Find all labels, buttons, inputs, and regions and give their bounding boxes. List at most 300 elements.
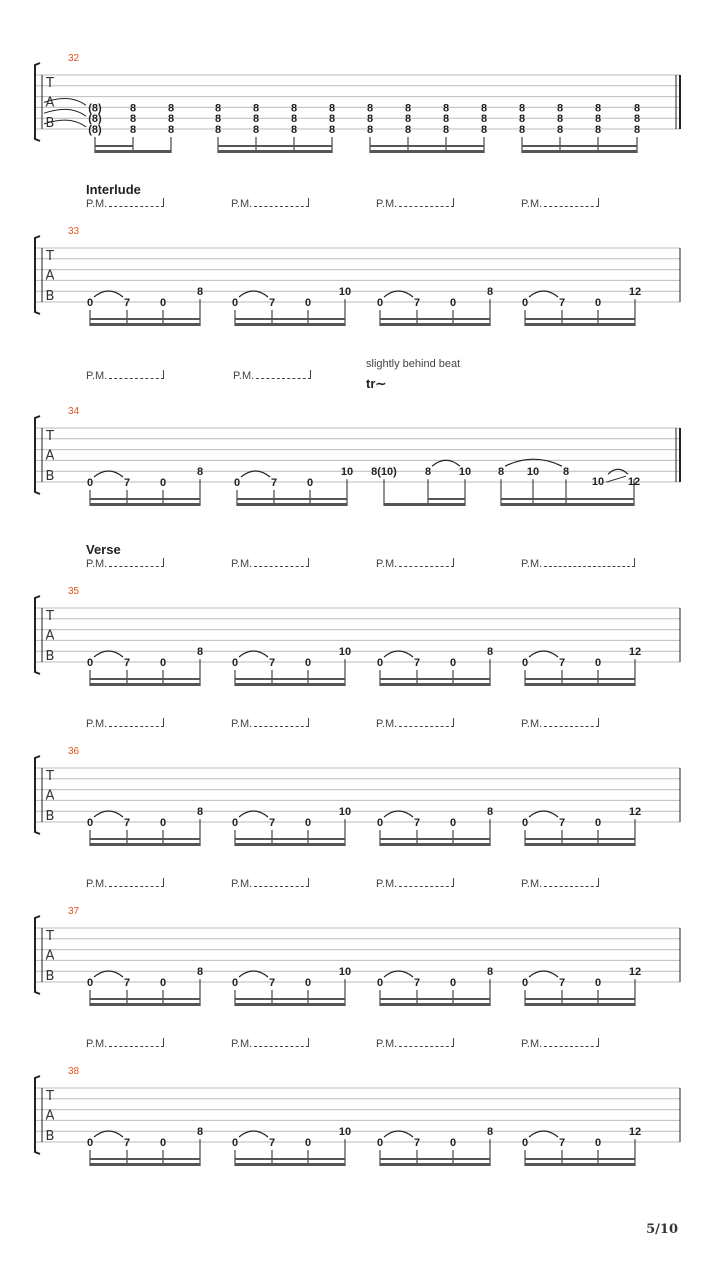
fret-number: 8 bbox=[328, 102, 336, 115]
slur bbox=[239, 971, 268, 977]
slur bbox=[608, 469, 628, 474]
fret-number: 0 bbox=[159, 297, 167, 309]
palm-mute-marking bbox=[231, 718, 309, 730]
fret-number: 7 bbox=[123, 977, 131, 989]
section-title: Interlude bbox=[86, 182, 141, 197]
fret-number: 7 bbox=[558, 977, 566, 989]
palm-mute-extension bbox=[254, 1038, 309, 1047]
tab-clef-t: T bbox=[46, 1088, 54, 1104]
palm-mute-marking bbox=[376, 198, 454, 210]
beam bbox=[95, 145, 133, 147]
slur bbox=[529, 971, 558, 977]
fret-number: 0 bbox=[231, 1137, 239, 1149]
palm-mute-label: P.M. bbox=[521, 878, 543, 890]
fret-number: 8 bbox=[252, 113, 260, 126]
beam bbox=[90, 843, 200, 846]
palm-mute-label: P.M. bbox=[521, 1038, 543, 1050]
fret-number: 12 bbox=[627, 476, 641, 489]
fret-number: 10 bbox=[340, 466, 354, 479]
palm-mute-marking bbox=[231, 198, 309, 210]
fret-number: 8 bbox=[328, 113, 336, 126]
fret-number: 8 bbox=[562, 466, 570, 479]
beam bbox=[90, 998, 200, 1000]
fret-number: 0 bbox=[521, 1137, 529, 1149]
fret-number: 8 bbox=[252, 124, 260, 136]
palm-mute-extension bbox=[399, 878, 454, 887]
fret-number: 7 bbox=[123, 477, 131, 489]
fret-number: 0 bbox=[159, 477, 167, 489]
fret-number: 8 bbox=[214, 102, 222, 115]
beam bbox=[235, 998, 345, 1000]
fret-number: 8 bbox=[497, 466, 505, 479]
fret-number: 8 bbox=[214, 124, 222, 136]
tab-clef-b: B bbox=[45, 289, 55, 304]
palm-mute-marking bbox=[376, 718, 454, 730]
fret-number: 0 bbox=[521, 977, 529, 989]
fret-number: 8 bbox=[594, 102, 602, 115]
fret-number: 8 bbox=[404, 124, 412, 136]
fret-number: 10 bbox=[338, 646, 352, 659]
fret-number: 8 bbox=[404, 113, 412, 126]
palm-mute-extension bbox=[399, 718, 454, 727]
palm-mute-marking bbox=[233, 370, 311, 382]
beam bbox=[370, 145, 484, 147]
beam bbox=[380, 843, 490, 846]
beam bbox=[235, 1163, 345, 1166]
palm-mute-marking bbox=[521, 878, 599, 890]
beam bbox=[522, 150, 637, 153]
fret-number: 8 bbox=[167, 102, 175, 115]
palm-mute-label: P.M. bbox=[376, 878, 398, 890]
fret-number: 8 bbox=[196, 466, 204, 479]
tab-clef-a: A bbox=[45, 1108, 55, 1124]
beam bbox=[380, 998, 490, 1000]
slur bbox=[529, 651, 558, 657]
beam bbox=[525, 1163, 635, 1166]
beam bbox=[90, 683, 200, 686]
fret-number: 8 bbox=[442, 102, 450, 115]
fret-number: 0 bbox=[159, 657, 167, 669]
fret-number: 10 bbox=[338, 1126, 352, 1139]
fret-number: 10 bbox=[338, 286, 352, 299]
palm-mute-label: P.M. bbox=[233, 370, 255, 382]
slur bbox=[239, 1131, 268, 1137]
palm-mute-label: P.M. bbox=[231, 718, 253, 730]
palm-mute-label: P.M. bbox=[86, 198, 108, 210]
trill-wave-icon: ∼ bbox=[375, 376, 387, 391]
beam bbox=[235, 323, 345, 326]
fret-number: 0 bbox=[594, 297, 602, 309]
fret-number: 0 bbox=[304, 297, 312, 309]
fret-number: 8 bbox=[556, 124, 564, 136]
fret-number: 7 bbox=[268, 977, 276, 989]
beam bbox=[380, 1003, 490, 1006]
beam bbox=[428, 498, 465, 500]
fret-number: 8 bbox=[556, 102, 564, 115]
palm-mute-extension bbox=[399, 558, 454, 567]
beam bbox=[90, 323, 200, 326]
beam bbox=[235, 1003, 345, 1006]
fret-number: 7 bbox=[123, 657, 131, 669]
fret-number: 0 bbox=[449, 977, 457, 989]
fret-number: 8 bbox=[290, 124, 298, 136]
palm-mute-label: P.M. bbox=[376, 1038, 398, 1050]
slur bbox=[94, 1131, 123, 1137]
palm-mute-extension bbox=[109, 718, 164, 727]
fret-number: 7 bbox=[270, 477, 278, 489]
beam bbox=[218, 150, 332, 153]
fret-number: 8 bbox=[480, 102, 488, 115]
slur bbox=[384, 1131, 413, 1137]
tab-clef-b: B bbox=[45, 469, 55, 484]
slur bbox=[239, 651, 268, 657]
fret-number: 8 bbox=[167, 113, 175, 126]
fret-number: 7 bbox=[413, 1137, 421, 1149]
palm-mute-extension bbox=[544, 198, 599, 207]
slur bbox=[384, 291, 413, 297]
fret-number: 8(10) bbox=[371, 466, 397, 479]
palm-mute-marking bbox=[86, 878, 164, 890]
fret-number: 8 bbox=[442, 124, 450, 136]
palm-mute-marking bbox=[86, 1038, 164, 1050]
fret-number: 0 bbox=[231, 817, 239, 829]
tab-clef-b: B bbox=[45, 1129, 55, 1144]
fret-number: 8 bbox=[486, 806, 494, 819]
fret-number: 0 bbox=[304, 817, 312, 829]
fret-number: 7 bbox=[413, 297, 421, 309]
fret-number: 10 bbox=[338, 806, 352, 819]
beam bbox=[525, 683, 635, 686]
fret-number: 8 bbox=[290, 102, 298, 115]
fret-number: 8 bbox=[633, 102, 641, 115]
palm-mute-label: P.M. bbox=[86, 718, 108, 730]
palm-mute-label: P.M. bbox=[376, 718, 398, 730]
slur bbox=[432, 460, 460, 466]
palm-mute-marking bbox=[521, 718, 599, 730]
fret-number: 12 bbox=[628, 1126, 642, 1139]
beam bbox=[235, 838, 345, 840]
slur bbox=[384, 651, 413, 657]
beam bbox=[525, 1158, 635, 1160]
slide-line bbox=[606, 476, 626, 482]
tab-clef-b: B bbox=[45, 649, 55, 664]
fret-number: 0 bbox=[304, 977, 312, 989]
palm-mute-extension bbox=[109, 1038, 164, 1047]
beam bbox=[384, 503, 428, 506]
fret-number: 0 bbox=[521, 297, 529, 309]
fret-number: 8 bbox=[196, 806, 204, 819]
fret-number: 0 bbox=[594, 657, 602, 669]
tab-clef-t: T bbox=[46, 75, 54, 91]
slur bbox=[94, 971, 123, 977]
palm-mute-extension bbox=[399, 198, 454, 207]
page-number: 5/10 bbox=[646, 1222, 678, 1237]
palm-mute-marking bbox=[521, 1038, 599, 1050]
fret-number: 0 bbox=[159, 817, 167, 829]
fret-number: 0 bbox=[376, 1137, 384, 1149]
beam bbox=[90, 1163, 200, 1166]
fret-number: 10 bbox=[526, 466, 540, 479]
slur bbox=[239, 811, 268, 817]
fret-number: 0 bbox=[86, 817, 94, 829]
palm-mute-marking bbox=[521, 198, 599, 210]
palm-mute-extension bbox=[254, 198, 309, 207]
measure-number: 36 bbox=[68, 746, 80, 757]
beam bbox=[90, 1003, 200, 1006]
tab-staff bbox=[0, 234, 720, 354]
beam bbox=[218, 145, 332, 147]
slur bbox=[241, 471, 270, 477]
palm-mute-marking bbox=[86, 558, 164, 570]
palm-mute-extension bbox=[109, 370, 164, 379]
fret-number: 0 bbox=[594, 817, 602, 829]
palm-mute-marking bbox=[231, 558, 309, 570]
fret-number: 8 bbox=[214, 113, 222, 126]
slur bbox=[94, 651, 123, 657]
slur bbox=[384, 971, 413, 977]
section-title: Verse bbox=[86, 542, 121, 557]
beam bbox=[525, 678, 635, 680]
fret-number: 7 bbox=[558, 1137, 566, 1149]
tab-staff bbox=[0, 1074, 720, 1194]
fret-number: 8 bbox=[424, 466, 432, 479]
tab-clef-a: A bbox=[45, 948, 55, 964]
palm-mute-label: P.M. bbox=[521, 198, 543, 210]
palm-mute-marking bbox=[376, 558, 454, 570]
palm-mute-marking bbox=[86, 198, 164, 210]
fret-number: 8 bbox=[480, 124, 488, 136]
tab-clef-a: A bbox=[45, 268, 55, 284]
beam bbox=[525, 318, 635, 320]
fret-number: 7 bbox=[123, 297, 131, 309]
palm-mute-marking bbox=[521, 558, 635, 570]
palm-mute-marking bbox=[86, 718, 164, 730]
palm-mute-label: P.M. bbox=[231, 558, 253, 570]
fret-number: 7 bbox=[558, 297, 566, 309]
fret-number: 12 bbox=[628, 646, 642, 659]
fret-number: 8 bbox=[518, 113, 526, 126]
beam bbox=[522, 145, 637, 147]
fret-number: 0 bbox=[449, 657, 457, 669]
fret-number: 0 bbox=[86, 657, 94, 669]
palm-mute-label: P.M. bbox=[521, 558, 543, 570]
fret-number: 0 bbox=[449, 297, 457, 309]
beam bbox=[237, 503, 347, 506]
fret-number: 0 bbox=[86, 297, 94, 309]
fret-number: 8 bbox=[196, 286, 204, 299]
slur bbox=[529, 291, 558, 297]
fret-number: 8 bbox=[594, 113, 602, 126]
beam bbox=[90, 678, 200, 680]
beam bbox=[235, 318, 345, 320]
fret-number: 8 bbox=[196, 1126, 204, 1139]
beam bbox=[235, 1158, 345, 1160]
palm-mute-extension bbox=[544, 718, 599, 727]
palm-mute-marking bbox=[376, 878, 454, 890]
slur bbox=[384, 811, 413, 817]
fret-number: 8 bbox=[518, 124, 526, 136]
beam bbox=[525, 1003, 635, 1006]
palm-mute-extension bbox=[109, 198, 164, 207]
fret-number: 7 bbox=[123, 817, 131, 829]
palm-mute-label: P.M. bbox=[376, 558, 398, 570]
fret-number: 0 bbox=[159, 1137, 167, 1149]
fret-number: 8 bbox=[486, 646, 494, 659]
fret-number: 0 bbox=[304, 657, 312, 669]
fret-number: 8 bbox=[196, 966, 204, 979]
fret-number: 12 bbox=[628, 806, 642, 819]
beam bbox=[235, 843, 345, 846]
beam bbox=[90, 1158, 200, 1160]
tab-staff bbox=[0, 914, 720, 1034]
fret-number: 0 bbox=[376, 657, 384, 669]
slur bbox=[239, 291, 268, 297]
fret-number: 8 bbox=[252, 102, 260, 115]
beam bbox=[380, 1158, 490, 1160]
fret-number: (8) bbox=[88, 124, 102, 136]
fret-number: 8 bbox=[129, 102, 137, 115]
tab-staff bbox=[0, 414, 720, 534]
fret-number: 0 bbox=[231, 977, 239, 989]
beam bbox=[501, 503, 634, 506]
tab-staff bbox=[0, 61, 720, 181]
fret-number: 0 bbox=[594, 977, 602, 989]
palm-mute-marking bbox=[231, 1038, 309, 1050]
measure-number: 34 bbox=[68, 406, 80, 417]
tab-clef-a: A bbox=[45, 628, 55, 644]
tab-clef-b: B bbox=[45, 969, 55, 984]
fret-number: 8 bbox=[366, 124, 374, 136]
fret-number: 12 bbox=[628, 966, 642, 979]
beam bbox=[90, 318, 200, 320]
measure-number: 33 bbox=[68, 226, 80, 237]
beam bbox=[235, 678, 345, 680]
palm-mute-extension bbox=[254, 558, 309, 567]
palm-mute-extension bbox=[109, 558, 164, 567]
fret-number: 7 bbox=[268, 297, 276, 309]
fret-number: 8 bbox=[486, 966, 494, 979]
fret-number: 8 bbox=[480, 113, 488, 126]
fret-number: 0 bbox=[521, 817, 529, 829]
fret-number: 7 bbox=[413, 977, 421, 989]
measure-number: 37 bbox=[68, 906, 80, 917]
fret-number: 0 bbox=[86, 977, 94, 989]
beam bbox=[237, 498, 347, 500]
palm-mute-label: P.M. bbox=[86, 370, 108, 382]
palm-mute-extension bbox=[256, 370, 311, 379]
palm-mute-extension bbox=[254, 718, 309, 727]
fret-number: 0 bbox=[449, 817, 457, 829]
slur bbox=[94, 471, 123, 477]
beam bbox=[380, 323, 490, 326]
measure-number: 35 bbox=[68, 586, 80, 597]
beam bbox=[525, 843, 635, 846]
fret-number: 7 bbox=[413, 817, 421, 829]
fret-number: 8 bbox=[366, 113, 374, 126]
palm-mute-label: P.M. bbox=[86, 878, 108, 890]
beam bbox=[380, 318, 490, 320]
fret-number: 12 bbox=[628, 286, 642, 299]
fret-number: 0 bbox=[376, 297, 384, 309]
beam bbox=[95, 150, 171, 153]
beam bbox=[428, 503, 465, 506]
fret-number: 0 bbox=[376, 977, 384, 989]
tab-clef-t: T bbox=[46, 608, 54, 624]
fret-number: 7 bbox=[413, 657, 421, 669]
trill-marking bbox=[366, 376, 386, 392]
palm-mute-label: P.M. bbox=[231, 198, 253, 210]
tab-staff bbox=[0, 754, 720, 874]
palm-mute-marking bbox=[86, 370, 164, 382]
beam bbox=[380, 683, 490, 686]
fret-number: 7 bbox=[123, 1137, 131, 1149]
measure-number: 38 bbox=[68, 1066, 80, 1077]
palm-mute-marking bbox=[231, 878, 309, 890]
fret-number: 7 bbox=[268, 657, 276, 669]
fret-number: 0 bbox=[233, 477, 241, 489]
tab-clef-b: B bbox=[45, 116, 55, 131]
fret-number: 0 bbox=[306, 477, 314, 489]
tab-clef-t: T bbox=[46, 248, 54, 264]
beam bbox=[525, 838, 635, 840]
fret-number: 8 bbox=[404, 102, 412, 115]
palm-mute-label: P.M. bbox=[521, 718, 543, 730]
beam bbox=[90, 498, 200, 500]
fret-number: 8 bbox=[129, 113, 137, 126]
fret-number: 0 bbox=[159, 977, 167, 989]
fret-number: 8 bbox=[486, 1126, 494, 1139]
fret-number: 8 bbox=[594, 124, 602, 136]
fret-number: 7 bbox=[268, 817, 276, 829]
tab-clef-t: T bbox=[46, 928, 54, 944]
fret-number: 8 bbox=[633, 124, 641, 136]
tab-clef-t: T bbox=[46, 428, 54, 444]
fret-number: 8 bbox=[486, 286, 494, 299]
palm-mute-label: P.M. bbox=[86, 558, 108, 570]
fret-number: 10 bbox=[338, 966, 352, 979]
palm-mute-extension bbox=[544, 1038, 599, 1047]
trill-label: tr bbox=[366, 376, 376, 391]
palm-mute-label: P.M. bbox=[231, 878, 253, 890]
fret-number: 8 bbox=[328, 124, 336, 136]
fret-number: 10 bbox=[591, 476, 605, 489]
beam bbox=[380, 678, 490, 680]
slur bbox=[94, 811, 123, 817]
fret-number: 7 bbox=[268, 1137, 276, 1149]
beam bbox=[380, 838, 490, 840]
fret-number: 0 bbox=[86, 477, 94, 489]
beam bbox=[235, 683, 345, 686]
fret-number: 10 bbox=[458, 466, 472, 479]
fret-number: 7 bbox=[558, 817, 566, 829]
fret-number: (8) bbox=[88, 102, 102, 115]
tab-clef-a: A bbox=[45, 95, 55, 111]
beam bbox=[525, 998, 635, 1000]
beam bbox=[90, 503, 200, 506]
fret-number: 0 bbox=[231, 657, 239, 669]
beam bbox=[90, 838, 200, 840]
palm-mute-extension bbox=[399, 1038, 454, 1047]
palm-mute-marking bbox=[376, 1038, 454, 1050]
fret-number: 8 bbox=[167, 124, 175, 136]
beam bbox=[370, 150, 484, 153]
fret-number: 0 bbox=[304, 1137, 312, 1149]
palm-mute-label: P.M. bbox=[231, 1038, 253, 1050]
tab-clef-b: B bbox=[45, 809, 55, 824]
slur bbox=[529, 1131, 558, 1137]
fret-number: 0 bbox=[376, 817, 384, 829]
fret-number: 7 bbox=[558, 657, 566, 669]
